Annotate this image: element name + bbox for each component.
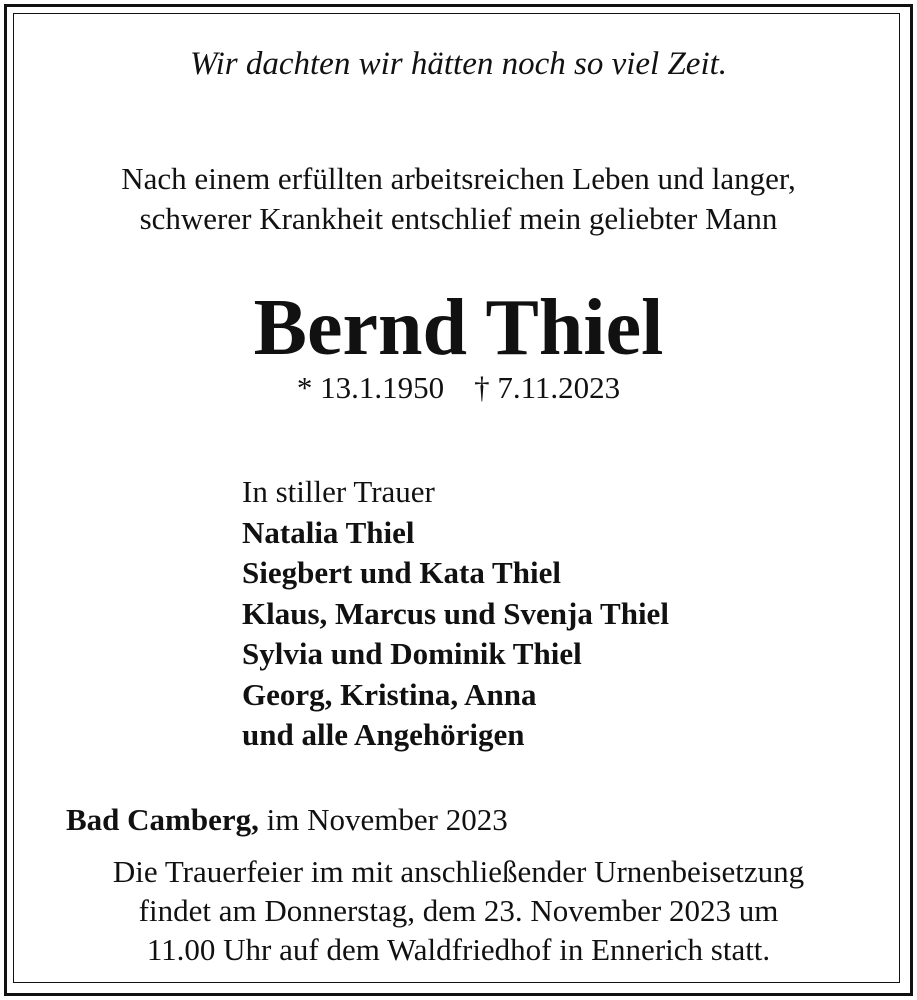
mourner-name: und alle Angehörigen [242,717,525,752]
death-date: † 7.11.2023 [474,370,621,405]
mourner-name: Sylvia und Dominik Thiel [242,636,582,671]
notice-date: im November 2023 [258,802,508,837]
motto: Wir dachten wir hätten noch so viel Zeit. [189,46,728,82]
place: Bad Camberg, [66,802,259,837]
intro-line: schwerer Krankheit entschlief mein geliebter Mann [139,201,778,236]
birth-date: * 13.1.1950 [296,370,445,405]
mourner-name: Siegbert und Kata Thiel [242,555,561,590]
place-date-line [66,800,508,840]
mourners-list [242,472,669,756]
mourners-lead: In stiller Trauer [242,474,435,509]
mourner-name: Georg, Kristina, Anna [242,676,537,712]
ceremony-line: Die Trauerfeier im mit anschließender Urnenbeisetzung [112,854,805,889]
life-dates [0,368,917,408]
mourner-name: Natalia Thiel [242,514,415,550]
ceremony-info [0,852,917,969]
deceased-name: Bernd Thiel [253,284,664,372]
ceremony-line: 11.00 Uhr auf dem Waldfriedhof in Ennerich statt. [146,932,771,967]
intro-text [0,159,917,239]
ceremony-line: findet am Donnerstag, dem 23. November 2023 um [138,893,779,928]
intro-line: Nach einem erfüllten arbeitsreichen Leben und langer, [121,161,796,196]
mourner-name: Klaus, Marcus und Svenja Thiel [242,595,669,631]
